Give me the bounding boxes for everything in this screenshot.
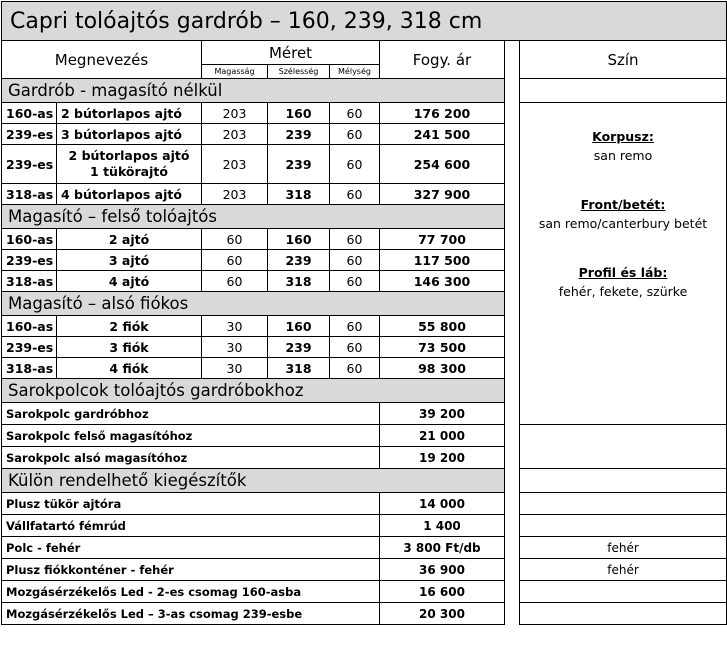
row-price: 327 900: [380, 184, 505, 205]
row-desc-line2: 1 tükörajtó: [90, 164, 168, 179]
spacer-cell: [505, 205, 520, 229]
row-width: 160: [268, 103, 330, 124]
corner-row-name: Sarokpolc alsó magasítóhoz: [2, 447, 380, 469]
color-empty-cell: [520, 79, 727, 103]
row-height: 60: [202, 271, 268, 292]
row-height: 30: [202, 358, 268, 379]
extra-row-price: 3 800 Ft/db: [380, 537, 505, 559]
row-desc: 3 ajtó: [57, 250, 202, 271]
spacer-column: [505, 41, 520, 79]
corner-row-name: Sarokpolc felső magasítóhoz: [2, 425, 380, 447]
row-code: 239-es: [2, 145, 57, 184]
spacer-cell: [505, 537, 520, 559]
spacer-cell: [505, 316, 520, 337]
row-code: 160-as: [2, 316, 57, 337]
section-corner-shelves: Sarokpolcok tolóajtós gardróbokhoz: [2, 379, 505, 403]
profile-label: Profil és láb:: [578, 265, 668, 280]
extra-row-name: Mozgásérzékelős Led – 3-as csomag 239-esbe: [2, 603, 380, 625]
extra-row-color: fehér: [520, 537, 727, 559]
row-depth: 60: [330, 358, 380, 379]
section-top-extension: Magasító – felső tolóajtós: [2, 205, 505, 229]
row-code: 318-as: [2, 358, 57, 379]
section-wardrobe: Gardrób - magasító nélkül: [2, 79, 505, 103]
row-height: 203: [202, 184, 268, 205]
row-depth: 60: [330, 229, 380, 250]
extra-row-price: 36 900: [380, 559, 505, 581]
corner-row-price: 21 000: [380, 425, 505, 447]
header-price: Fogy. ár: [380, 41, 505, 79]
row-code: 318-as: [2, 271, 57, 292]
row-price: 77 700: [380, 229, 505, 250]
row-depth: 60: [330, 184, 380, 205]
row-width: 160: [268, 229, 330, 250]
row-code: 239-es: [2, 337, 57, 358]
row-price: 146 300: [380, 271, 505, 292]
spacer-cell: [505, 184, 520, 205]
header-width: Szélesség: [268, 65, 330, 79]
row-desc: 2 fiók: [57, 316, 202, 337]
header-color: Szín: [520, 41, 727, 79]
header-size: Méret: [202, 41, 380, 65]
spacer-cell: [505, 229, 520, 250]
spacer-cell: [505, 292, 520, 316]
row-depth: 60: [330, 316, 380, 337]
corner-row-price: 39 200: [380, 403, 505, 425]
spacer-cell: [505, 447, 520, 469]
row-height: 60: [202, 229, 268, 250]
row-price: 117 500: [380, 250, 505, 271]
extra-row-name: Mozgásérzékelős Led - 2-es csomag 160-asba: [2, 581, 380, 603]
row-depth: 60: [330, 271, 380, 292]
row-depth: 60: [330, 250, 380, 271]
extra-row-name: Polc - fehér: [2, 537, 380, 559]
row-depth: 60: [330, 337, 380, 358]
spacer-cell: [505, 79, 520, 103]
row-desc: 3 fiók: [57, 337, 202, 358]
row-price: 254 600: [380, 145, 505, 184]
row-width: 318: [268, 271, 330, 292]
row-desc: [57, 145, 202, 184]
spacer-cell: [505, 250, 520, 271]
row-width: 318: [268, 184, 330, 205]
spacer-cell: [505, 559, 520, 581]
corner-row-price: 19 200: [380, 447, 505, 469]
spacer-cell: [505, 403, 520, 425]
extra-row-color: fehér: [520, 559, 727, 581]
row-price: 73 500: [380, 337, 505, 358]
spacer-cell: [505, 145, 520, 184]
row-width: 239: [268, 250, 330, 271]
row-height: 203: [202, 103, 268, 124]
row-width: 318: [268, 358, 330, 379]
row-width: 239: [268, 337, 330, 358]
row-desc: 2 bútorlapos ajtó: [57, 103, 202, 124]
extra-row-price: 1 400: [380, 515, 505, 537]
front-label: Front/betét:: [580, 197, 666, 212]
row-width: 239: [268, 124, 330, 145]
section-bottom-extension: Magasító – alsó fiókos: [2, 292, 505, 316]
row-height: 203: [202, 145, 268, 184]
row-code: 160-as: [2, 103, 57, 124]
row-price: 241 500: [380, 124, 505, 145]
spacer-cell: [505, 358, 520, 379]
row-height: 60: [202, 250, 268, 271]
color-empty-cell: [520, 469, 727, 493]
spacer-cell: [505, 581, 520, 603]
spacer-cell: [505, 425, 520, 447]
row-width: 239: [268, 145, 330, 184]
row-desc: 4 bútorlapos ajtó: [57, 184, 202, 205]
profile-value: fehér, fekete, szürke: [558, 284, 688, 299]
page-title: Capri tolóajtós gardrób – 160, 239, 318 cm: [2, 2, 727, 41]
extra-row-price: 16 600: [380, 581, 505, 603]
extra-row-price: 14 000: [380, 493, 505, 515]
extra-row-color: [520, 493, 727, 515]
section-extras: Külön rendelhető kiegészítők: [2, 469, 505, 493]
color-info-block: [520, 103, 727, 425]
extra-row-color: [520, 603, 727, 625]
row-code: 239-es: [2, 124, 57, 145]
spacer-cell: [505, 493, 520, 515]
row-depth: 60: [330, 103, 380, 124]
front-value: san remo/canterbury betét: [538, 216, 708, 231]
price-table: [1, 1, 727, 625]
row-desc: 4 fiók: [57, 358, 202, 379]
spacer-cell: [505, 603, 520, 625]
row-height: 203: [202, 124, 268, 145]
extra-row-name: Plusz tükör ajtóra: [2, 493, 380, 515]
corpus-value: san remo: [593, 148, 653, 163]
row-price: 176 200: [380, 103, 505, 124]
row-code: 160-as: [2, 229, 57, 250]
row-desc: 4 ajtó: [57, 271, 202, 292]
row-width: 160: [268, 316, 330, 337]
row-desc: 2 ajtó: [57, 229, 202, 250]
row-depth: 60: [330, 145, 380, 184]
spacer-cell: [505, 469, 520, 493]
row-price: 55 800: [380, 316, 505, 337]
row-height: 30: [202, 316, 268, 337]
row-height: 30: [202, 337, 268, 358]
corpus-label: Korpusz:: [592, 129, 654, 144]
extra-row-color: [520, 581, 727, 603]
row-code: 318-as: [2, 184, 57, 205]
extra-row-price: 20 300: [380, 603, 505, 625]
extra-row-name: Plusz fiókkonténer - fehér: [2, 559, 380, 581]
spacer-cell: [505, 103, 520, 124]
header-depth: Mélység: [330, 65, 380, 79]
spacer-cell: [505, 271, 520, 292]
row-depth: 60: [330, 124, 380, 145]
corner-row-name: Sarokpolc gardróbhoz: [2, 403, 380, 425]
spacer-cell: [505, 124, 520, 145]
row-price: 98 300: [380, 358, 505, 379]
row-desc-line1: 2 bútorlapos ajtó: [68, 148, 190, 163]
row-code: 239-es: [2, 250, 57, 271]
extra-row-name: Vállfatartó fémrúd: [2, 515, 380, 537]
row-desc: 3 bútorlapos ajtó: [57, 124, 202, 145]
spacer-cell: [505, 337, 520, 358]
header-name: Megnevezés: [2, 41, 202, 79]
spacer-cell: [505, 379, 520, 403]
extra-row-color: [520, 515, 727, 537]
spacer-cell: [505, 515, 520, 537]
header-height: Magasság: [202, 65, 268, 79]
